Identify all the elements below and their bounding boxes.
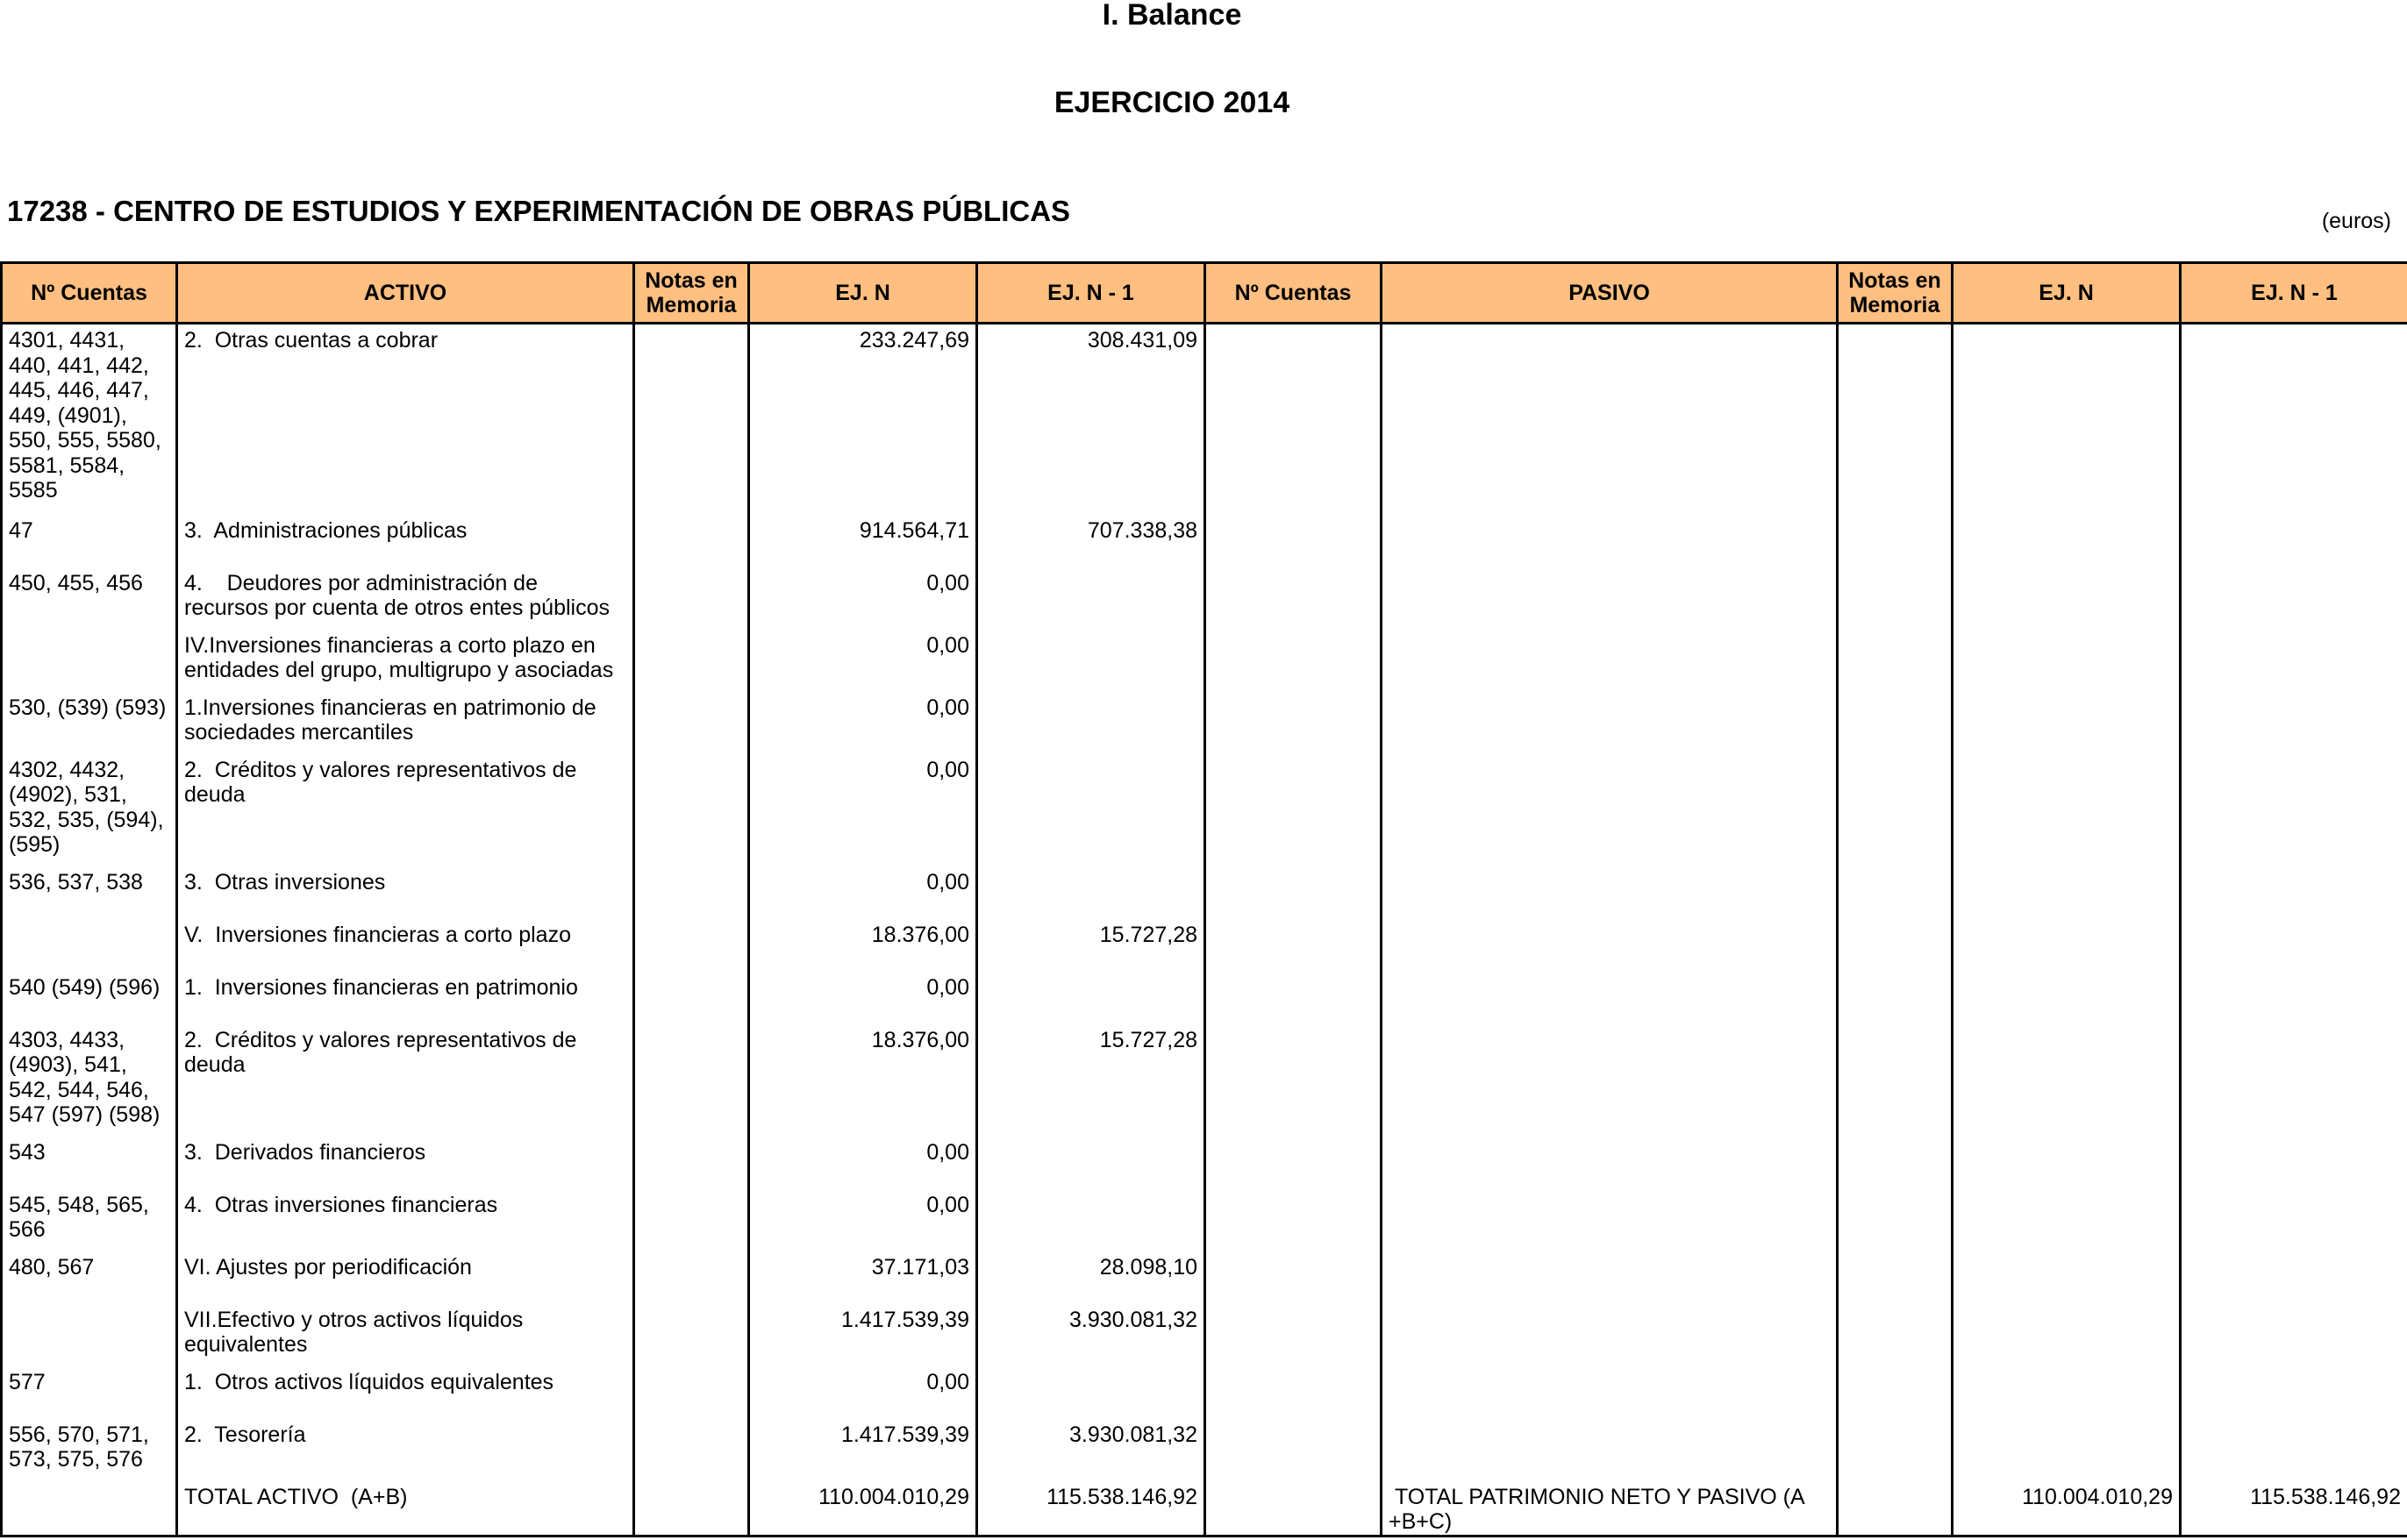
header-activo: ACTIVO bbox=[177, 263, 634, 324]
cell-ej-n-p bbox=[1953, 692, 2181, 754]
cell-ej-n: 18.376,00 bbox=[749, 919, 977, 972]
cell-pasivo bbox=[1382, 754, 1838, 866]
cell-cuentas-p bbox=[1205, 866, 1382, 919]
table-row bbox=[2, 1419, 2407, 1481]
cell-notas bbox=[634, 630, 749, 692]
cell-notas bbox=[634, 515, 749, 567]
cell-cuentas-p bbox=[1205, 1137, 1382, 1189]
cell-cuentas: 450, 455, 456 bbox=[2, 567, 177, 630]
cell-ej-n-p bbox=[1953, 324, 2181, 515]
cell-cuentas-p bbox=[1205, 515, 1382, 567]
cell-cuentas-p bbox=[1205, 754, 1382, 866]
document-title: I. Balance bbox=[1102, 0, 1242, 32]
cell-cuentas: 4301, 4431, 440, 441, 442, 445, 446, 447, 449, (4901), 550, 555, 5580, 5581, 5584, 5585 bbox=[2, 324, 177, 515]
cell-notas-p bbox=[1838, 1304, 1953, 1366]
cell-ej-n-p bbox=[1953, 630, 2181, 692]
cell-pasivo bbox=[1382, 630, 1838, 692]
cell-ej-n1 bbox=[977, 630, 1205, 692]
cell-ej-n: 0,00 bbox=[749, 754, 977, 866]
cell-cuentas: 577 bbox=[2, 1366, 177, 1419]
cell-cuentas-p bbox=[1205, 324, 1382, 515]
cell-activo: VI. Ajustes por periodificación bbox=[177, 1251, 634, 1304]
cell-ej-n: 914.564,71 bbox=[749, 515, 977, 567]
cell-cuentas-p bbox=[1205, 1481, 1382, 1536]
cell-pasivo bbox=[1382, 1366, 1838, 1419]
cell-ej-n1: 28.098,10 bbox=[977, 1251, 1205, 1304]
currency-unit: (euros) bbox=[2321, 209, 2391, 233]
cell-activo: 4. Deudores por administración de recursos por cuenta de otros entes públicos bbox=[177, 567, 634, 630]
cell-pasivo bbox=[1382, 567, 1838, 630]
cell-notas-p bbox=[1838, 692, 1953, 754]
cell-notas bbox=[634, 567, 749, 630]
header-cuentas: Nº Cuentas bbox=[2, 263, 177, 324]
cell-notas-p bbox=[1838, 1189, 1953, 1251]
cell-ej-n-p bbox=[1953, 1251, 2181, 1304]
cell-ej-n1-p bbox=[2181, 754, 2407, 866]
cell-ej-n1 bbox=[977, 692, 1205, 754]
cell-notas bbox=[634, 919, 749, 972]
cell-cuentas: 47 bbox=[2, 515, 177, 567]
cell-notas bbox=[634, 1481, 749, 1536]
cell-ej-n1-p bbox=[2181, 866, 2407, 919]
cell-pasivo bbox=[1382, 1304, 1838, 1366]
cell-ej-n-p bbox=[1953, 1304, 2181, 1366]
cell-activo: 2. Créditos y valores representativos de deuda bbox=[177, 754, 634, 866]
cell-notas-p bbox=[1838, 1481, 1953, 1536]
cell-activo: 2. Tesorería bbox=[177, 1419, 634, 1481]
header-notas: Notas en Memoria bbox=[634, 263, 749, 324]
cell-notas-p bbox=[1838, 1366, 1953, 1419]
cell-ej-n1 bbox=[977, 567, 1205, 630]
cell-ej-n-p bbox=[1953, 1137, 2181, 1189]
cell-activo: 3. Otras inversiones bbox=[177, 866, 634, 919]
cell-ej-n1-p bbox=[2181, 692, 2407, 754]
cell-pasivo bbox=[1382, 1189, 1838, 1251]
cell-pasivo bbox=[1382, 1137, 1838, 1189]
cell-notas-p bbox=[1838, 567, 1953, 630]
table-row bbox=[2, 754, 2407, 866]
cell-notas-p bbox=[1838, 754, 1953, 866]
exercise-year: EJERCICIO 2014 bbox=[1054, 86, 1290, 119]
header-ej-n-pasivo: EJ. N bbox=[1953, 263, 2181, 324]
table-row bbox=[2, 1251, 2407, 1304]
cell-pasivo bbox=[1382, 324, 1838, 515]
cell-activo: 4. Otras inversiones financieras bbox=[177, 1189, 634, 1251]
cell-notas bbox=[634, 324, 749, 515]
cell-ej-n-p bbox=[1953, 919, 2181, 972]
cell-cuentas-p bbox=[1205, 1366, 1382, 1419]
cell-activo: 1. Otros activos líquidos equivalentes bbox=[177, 1366, 634, 1419]
cell-ej-n: 0,00 bbox=[749, 1137, 977, 1189]
table-row bbox=[2, 1189, 2407, 1251]
table-row bbox=[2, 1304, 2407, 1366]
cell-notas bbox=[634, 866, 749, 919]
cell-ej-n: 233.247,69 bbox=[749, 324, 977, 515]
table-row bbox=[2, 1366, 2407, 1419]
cell-pasivo bbox=[1382, 1251, 1838, 1304]
cell-cuentas: 543 bbox=[2, 1137, 177, 1189]
cell-notas-p bbox=[1838, 1419, 1953, 1481]
cell-ej-n1 bbox=[977, 1189, 1205, 1251]
cell-cuentas: 540 (549) (596) bbox=[2, 972, 177, 1024]
cell-cuentas bbox=[2, 919, 177, 972]
cell-ej-n: 0,00 bbox=[749, 1189, 977, 1251]
cell-notas-p bbox=[1838, 972, 1953, 1024]
cell-cuentas bbox=[2, 1481, 177, 1536]
cell-activo: 1. Inversiones financieras en patrimonio bbox=[177, 972, 634, 1024]
cell-pasivo bbox=[1382, 692, 1838, 754]
cell-cuentas-p bbox=[1205, 972, 1382, 1024]
table-row bbox=[2, 1137, 2407, 1189]
cell-notas bbox=[634, 972, 749, 1024]
cell-ej-n-p bbox=[1953, 972, 2181, 1024]
cell-activo: 3. Derivados financieros bbox=[177, 1137, 634, 1189]
cell-cuentas-p bbox=[1205, 1024, 1382, 1137]
cell-ej-n1 bbox=[977, 1366, 1205, 1419]
cell-ej-n1-p bbox=[2181, 1024, 2407, 1137]
cell-ej-n1 bbox=[977, 866, 1205, 919]
cell-ej-n1 bbox=[977, 754, 1205, 866]
cell-notas-p bbox=[1838, 630, 1953, 692]
table-row bbox=[2, 972, 2407, 1024]
table-row bbox=[2, 866, 2407, 919]
cell-activo: VII.Efectivo y otros activos líquidos equivalentes bbox=[177, 1304, 634, 1366]
cell-ej-n1-p: 115.538.146,92 bbox=[2181, 1481, 2407, 1536]
balance-table bbox=[0, 261, 2407, 1537]
cell-activo: TOTAL ACTIVO (A+B) bbox=[177, 1481, 634, 1536]
cell-notas bbox=[634, 1024, 749, 1137]
cell-pasivo bbox=[1382, 1419, 1838, 1481]
cell-ej-n: 0,00 bbox=[749, 692, 977, 754]
cell-ej-n1 bbox=[977, 972, 1205, 1024]
cell-ej-n1-p bbox=[2181, 515, 2407, 567]
cell-pasivo: TOTAL PATRIMONIO NETO Y PASIVO (A +B+C) bbox=[1382, 1481, 1838, 1536]
entity-name: 17238 - CENTRO DE ESTUDIOS Y EXPERIMENTACIÓN DE OBRAS PÚBLICAS bbox=[7, 195, 1071, 227]
cell-ej-n-p bbox=[1953, 1419, 2181, 1481]
cell-ej-n: 110.004.010,29 bbox=[749, 1481, 977, 1536]
cell-ej-n-p bbox=[1953, 1366, 2181, 1419]
cell-ej-n: 0,00 bbox=[749, 630, 977, 692]
cell-notas bbox=[634, 1189, 749, 1251]
cell-notas bbox=[634, 1251, 749, 1304]
cell-cuentas bbox=[2, 630, 177, 692]
cell-ej-n: 0,00 bbox=[749, 972, 977, 1024]
cell-ej-n1 bbox=[977, 1137, 1205, 1189]
table-row bbox=[2, 1481, 2407, 1536]
cell-ej-n: 37.171,03 bbox=[749, 1251, 977, 1304]
table-row bbox=[2, 567, 2407, 630]
table-row bbox=[2, 630, 2407, 692]
cell-ej-n1: 115.538.146,92 bbox=[977, 1481, 1205, 1536]
cell-ej-n: 1.417.539,39 bbox=[749, 1419, 977, 1481]
table-row bbox=[2, 515, 2407, 567]
cell-cuentas: 4303, 4433, (4903), 541, 542, 544, 546, 547 (597) (598) bbox=[2, 1024, 177, 1137]
cell-ej-n: 0,00 bbox=[749, 1366, 977, 1419]
cell-notas bbox=[634, 754, 749, 866]
cell-ej-n1-p bbox=[2181, 1419, 2407, 1481]
cell-ej-n1: 15.727,28 bbox=[977, 1024, 1205, 1137]
cell-cuentas-p bbox=[1205, 1419, 1382, 1481]
cell-ej-n-p: 110.004.010,29 bbox=[1953, 1481, 2181, 1536]
cell-activo: 1.Inversiones financieras en patrimonio de sociedades mercantiles bbox=[177, 692, 634, 754]
cell-activo: 2. Créditos y valores representativos de deuda bbox=[177, 1024, 634, 1137]
cell-ej-n: 18.376,00 bbox=[749, 1024, 977, 1137]
cell-notas-p bbox=[1838, 515, 1953, 567]
cell-ej-n1: 3.930.081,32 bbox=[977, 1304, 1205, 1366]
cell-ej-n1-p bbox=[2181, 1189, 2407, 1251]
cell-cuentas: 530, (539) (593) bbox=[2, 692, 177, 754]
cell-ej-n1-p bbox=[2181, 567, 2407, 630]
cell-ej-n1: 3.930.081,32 bbox=[977, 1419, 1205, 1481]
header-notas-pasivo: Notas en Memoria bbox=[1838, 263, 1953, 324]
cell-ej-n: 0,00 bbox=[749, 567, 977, 630]
cell-cuentas-p bbox=[1205, 1251, 1382, 1304]
cell-cuentas-p bbox=[1205, 1189, 1382, 1251]
cell-cuentas: 545, 548, 565, 566 bbox=[2, 1189, 177, 1251]
table-row bbox=[2, 1024, 2407, 1137]
cell-ej-n-p bbox=[1953, 515, 2181, 567]
cell-cuentas bbox=[2, 1304, 177, 1366]
header-ej-n1: EJ. N - 1 bbox=[977, 263, 1205, 324]
cell-notas-p bbox=[1838, 866, 1953, 919]
cell-pasivo bbox=[1382, 866, 1838, 919]
cell-cuentas-p bbox=[1205, 692, 1382, 754]
header-cuentas-pasivo: Nº Cuentas bbox=[1205, 263, 1382, 324]
cell-notas-p bbox=[1838, 1137, 1953, 1189]
cell-cuentas: 556, 570, 571, 573, 575, 576 bbox=[2, 1419, 177, 1481]
cell-activo: 2. Otras cuentas a cobrar bbox=[177, 324, 634, 515]
header-ej-n1-pasivo: EJ. N - 1 bbox=[2181, 263, 2407, 324]
cell-pasivo bbox=[1382, 972, 1838, 1024]
cell-notas bbox=[634, 1366, 749, 1419]
cell-ej-n1-p bbox=[2181, 324, 2407, 515]
cell-ej-n1: 308.431,09 bbox=[977, 324, 1205, 515]
table-row bbox=[2, 919, 2407, 972]
cell-activo: 3. Administraciones públicas bbox=[177, 515, 634, 567]
cell-activo: IV.Inversiones financieras a corto plazo en entidades del grupo, multigrupo y asociadas bbox=[177, 630, 634, 692]
cell-ej-n-p bbox=[1953, 754, 2181, 866]
cell-ej-n: 1.417.539,39 bbox=[749, 1304, 977, 1366]
cell-pasivo bbox=[1382, 515, 1838, 567]
cell-activo: V. Inversiones financieras a corto plazo bbox=[177, 919, 634, 972]
cell-notas-p bbox=[1838, 919, 1953, 972]
cell-ej-n1-p bbox=[2181, 1366, 2407, 1419]
cell-notas-p bbox=[1838, 1024, 1953, 1137]
cell-ej-n1-p bbox=[2181, 919, 2407, 972]
cell-pasivo bbox=[1382, 919, 1838, 972]
cell-ej-n1: 15.727,28 bbox=[977, 919, 1205, 972]
cell-ej-n-p bbox=[1953, 1024, 2181, 1137]
header-ej-n: EJ. N bbox=[749, 263, 977, 324]
cell-cuentas-p bbox=[1205, 630, 1382, 692]
cell-ej-n-p bbox=[1953, 1189, 2181, 1251]
table-header-row bbox=[2, 263, 2407, 324]
cell-ej-n-p bbox=[1953, 866, 2181, 919]
cell-ej-n-p bbox=[1953, 567, 2181, 630]
cell-cuentas-p bbox=[1205, 919, 1382, 972]
cell-ej-n1-p bbox=[2181, 630, 2407, 692]
cell-notas bbox=[634, 692, 749, 754]
cell-cuentas-p bbox=[1205, 1304, 1382, 1366]
table-row bbox=[2, 692, 2407, 754]
cell-cuentas-p bbox=[1205, 567, 1382, 630]
cell-notas-p bbox=[1838, 324, 1953, 515]
cell-pasivo bbox=[1382, 1024, 1838, 1137]
header-pasivo: PASIVO bbox=[1382, 263, 1838, 324]
cell-cuentas: 480, 567 bbox=[2, 1251, 177, 1304]
cell-ej-n: 0,00 bbox=[749, 866, 977, 919]
cell-notas bbox=[634, 1304, 749, 1366]
cell-ej-n1-p bbox=[2181, 1137, 2407, 1189]
table-row bbox=[2, 324, 2407, 515]
cell-notas bbox=[634, 1137, 749, 1189]
cell-notas-p bbox=[1838, 1251, 1953, 1304]
cell-cuentas: 4302, 4432, (4902), 531, 532, 535, (594), (595) bbox=[2, 754, 177, 866]
cell-ej-n1: 707.338,38 bbox=[977, 515, 1205, 567]
cell-ej-n1-p bbox=[2181, 1251, 2407, 1304]
cell-notas bbox=[634, 1419, 749, 1481]
cell-cuentas: 536, 537, 538 bbox=[2, 866, 177, 919]
cell-ej-n1-p bbox=[2181, 1304, 2407, 1366]
cell-ej-n1-p bbox=[2181, 972, 2407, 1024]
